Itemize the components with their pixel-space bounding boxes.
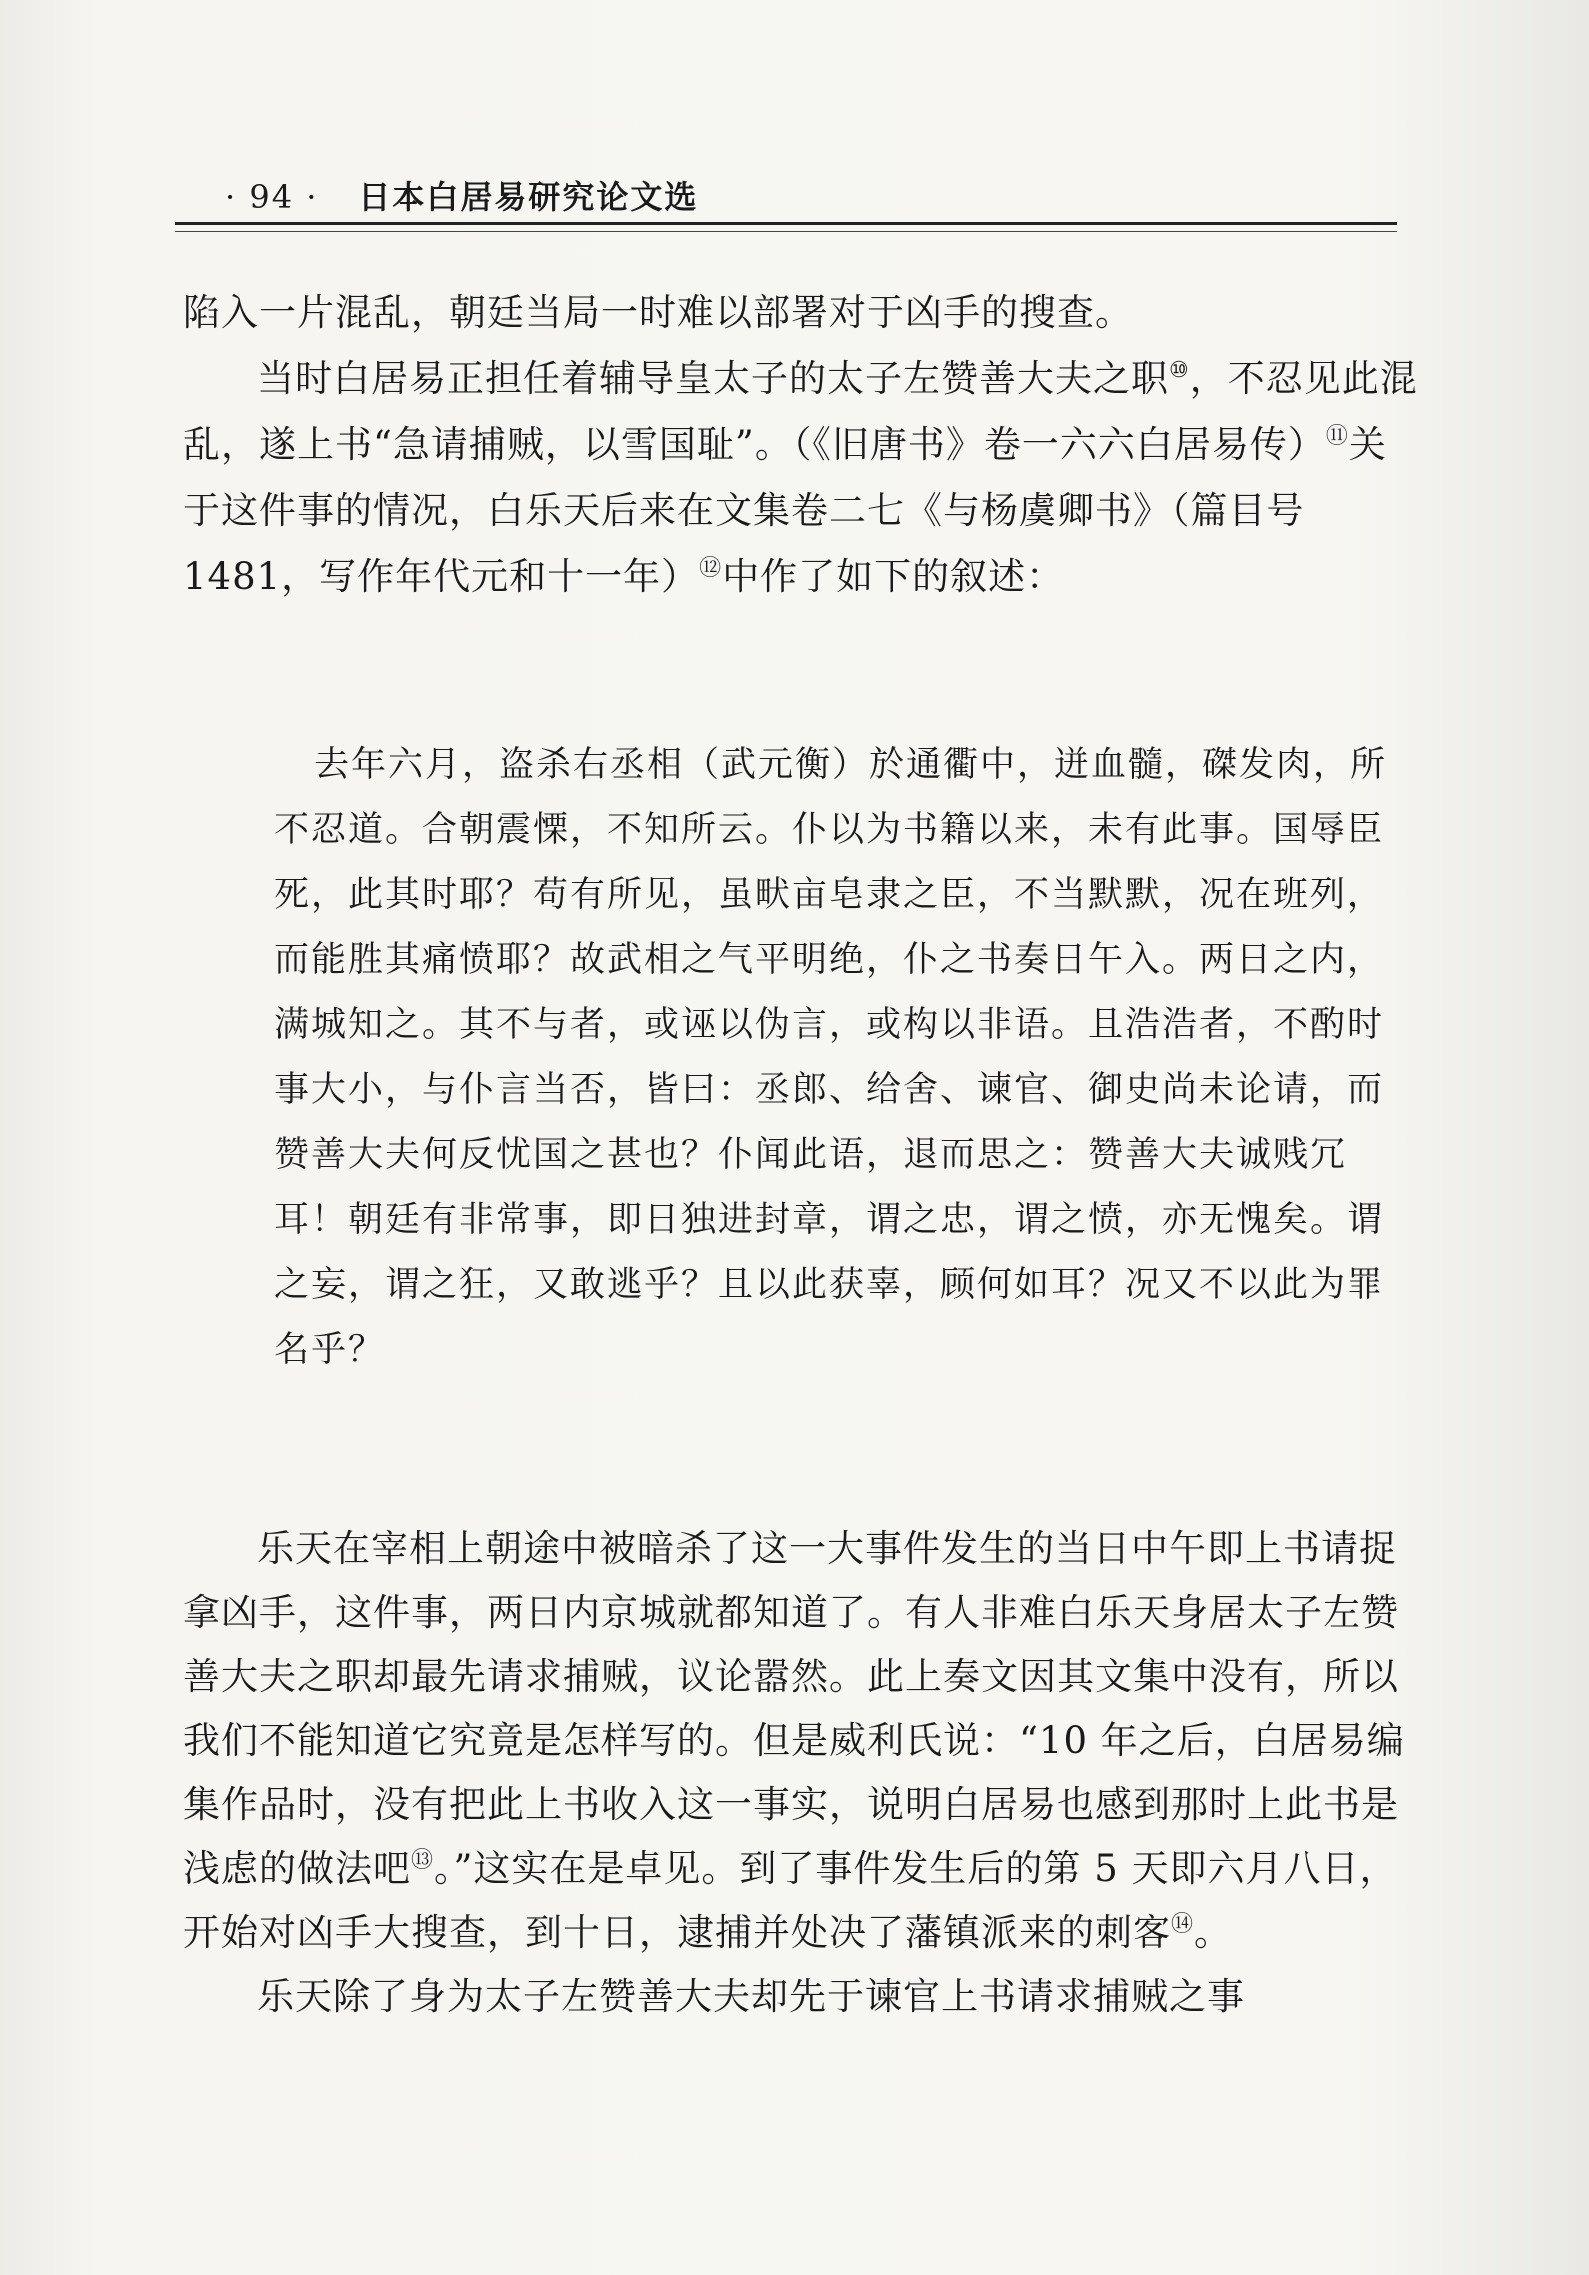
running-head	[225, 172, 698, 218]
footnote-ref-12: ⑫	[699, 556, 723, 581]
paragraph-next: 乐天除了身为太子左赞善大夫却先于谏官上书请求捕贼之事	[257, 1975, 1245, 2018]
footnote-ref-13: ⑬	[411, 1848, 435, 1873]
header-rule-thick	[175, 222, 1397, 225]
paragraph-text: ，不忍见此混乱，遂上书“急请捕贼，以雪国耻”。（《旧唐书》卷一六六白居易传）	[183, 357, 1418, 466]
paragraph-continuation: 陷入一片混乱，朝廷当局一时难以部署对于凶手的搜查。	[183, 291, 1133, 334]
paragraph-text: 中作了如下的叙述：	[722, 555, 1065, 598]
paragraph-text: 乐天在宰相上朝途中被暗杀了这一大事件发生的当日中午即上书请捉拿凶手，这件事，两日内京城就都知道了。有人非难白乐天身居太子左赞善大夫之职却最先请求捕贼，议论嚣然。此上奏文因其文集中没有，所以我们不能知道它究竟是怎样写的。但是威利氏说：“10 年之后，白居易编集作品时，没有把此上书收入这一事实，说明白居易也感到那时上此书是浅虑的做法吧	[183, 1527, 1405, 1890]
text-block-bottom	[183, 1517, 1423, 2029]
paragraph-discussion	[183, 1517, 1423, 1965]
paragraph-text: 当时白居易正担任着辅导皇太子的太子左赞善大夫之职	[257, 357, 1169, 400]
footnote-ref-11: ⑪	[1325, 424, 1349, 449]
book-title: 日本白居易研究论文选	[358, 178, 699, 216]
block-quotation	[274, 733, 1412, 1383]
paragraph-text: 。	[1194, 1911, 1233, 1954]
paragraph-intro-quote	[183, 346, 1423, 610]
footnote-ref-14: ⑭	[1171, 1912, 1195, 1937]
paragraph-text: 关于这件事的情况，白乐天后来在文集卷二七《与杨虞卿书》（篇目号 1481，写作年代元和十一年）	[183, 423, 1387, 598]
text-block-top	[183, 280, 1423, 610]
paragraph-text: 。”这实在是卓见。到了事件发生后的第 5 天即六月八日，开始对凶手大搜查，到十日，逮捕并处决了藩镇派来的刺客	[183, 1847, 1398, 1954]
page-number: · 94 ·	[225, 178, 319, 216]
header-rule-thin	[175, 231, 1397, 232]
quotation-text: 去年六月，盗杀右丞相（武元衡）於通衢中，迸血髓，磔发肉，所不忍道。合朝震慄，不知所云。仆以为书籍以来，未有此事。国辱臣死，此其时耶？苟有所见，虽畎亩皂隶之臣，不当默默，况在班列，而能胜其痛愤耶？故武相之气平明绝，仆之书奏日午入。两日之内，满城知之。其不与者，或诬以伪言，或构以非语。且浩浩者，不酌时事大小，与仆言当否，皆曰：丞郎、给舍、谏官、御史尚未论请，而赞善大夫何反忧国之甚也？仆闻此语，退而思之：赞善大夫诚贱冗耳！朝廷有非常事，即日独进封章，谓之忠，谓之愤，亦无愧矣。谓之妄，谓之狂，又敢逃乎？且以此获辜，顾何如耳？况又不以此为罪名乎？	[274, 745, 1388, 1370]
footnote-ref-10: ⑩	[1169, 358, 1190, 383]
